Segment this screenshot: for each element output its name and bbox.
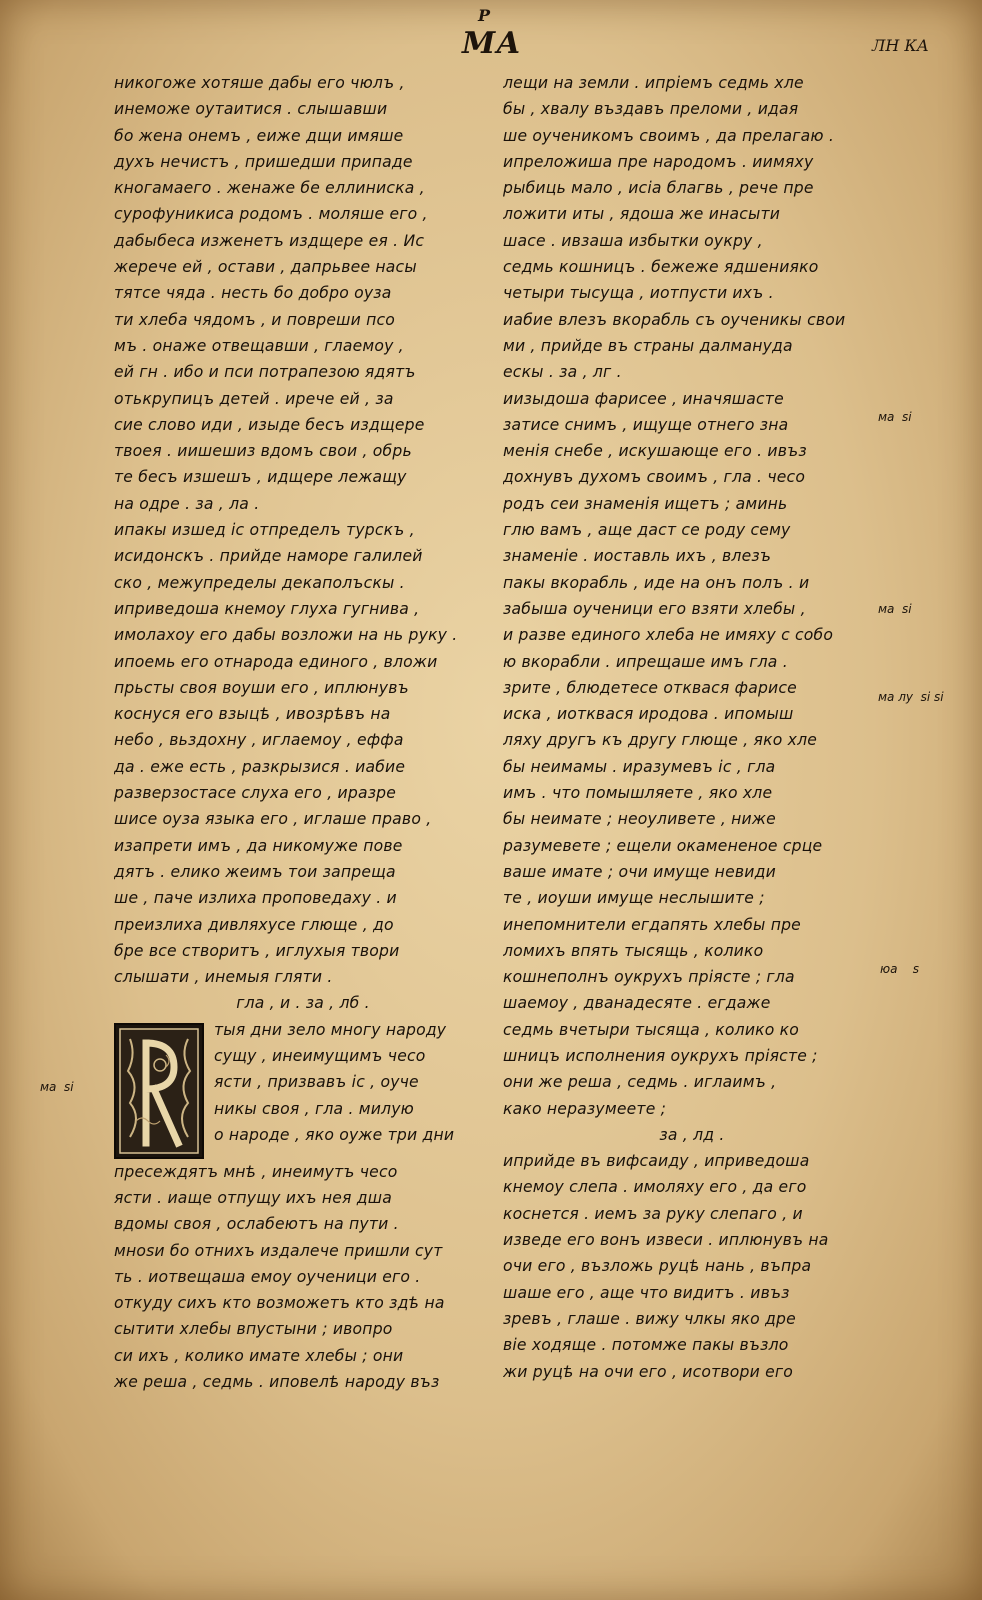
text-line: кошнеполнъ оукрухъ пріясте ; гла <box>503 968 795 987</box>
text-line: сие слово иди , изыде бесъ издщере <box>114 415 425 434</box>
text-line: ясти , призвавъ іс , оуче <box>214 1073 419 1092</box>
text-line: прьсты своя воуши его , иплюнувъ <box>114 678 409 697</box>
text-line: шасе . ивзаша избытки оукру , <box>503 231 763 250</box>
text-line: лещи на земли . ипріемъ седмь хле <box>503 74 804 92</box>
text-line: изведе его вонъ извеси . иплюнувъ на <box>503 1231 829 1250</box>
text-line: кногамаего . женаже бе еллиниска , <box>114 179 425 198</box>
text-line: зревъ , глаше . вижу члкы яко дре <box>503 1309 796 1328</box>
chapter-heading: гла , и . за , лб . <box>236 994 370 1013</box>
text-line: коснуся его взыцѣ , ивозрѣвъ на <box>114 705 391 724</box>
text-line: си ихъ , колико имате хлебы ; они <box>114 1346 404 1365</box>
title-superscript: Р <box>478 6 492 25</box>
text-line: ипреложиша пре народомъ . иимяху <box>503 152 814 171</box>
section-marker: за , лд . <box>659 1125 725 1144</box>
right-column <box>503 70 881 1385</box>
text-line: имолахоу его дабы возложи на нь руку . <box>114 626 458 645</box>
text-line: дохнувъ духомъ своимъ , гла . чесо <box>503 468 806 487</box>
text-line: ипакы изшед іс отпределъ турскъ , <box>114 521 415 540</box>
text-line: иизыдоша фарисее , иначяшасте <box>503 389 784 408</box>
text-line: шаемоу , дванадесяте . егдаже <box>503 994 771 1013</box>
text-line: сущу , инеимущимъ чесо <box>214 1046 426 1065</box>
text-line: менія снебе , искушающе его . ивъз <box>503 442 807 461</box>
text-line: твоея . иишешиз вдомъ свои , обрь <box>114 442 412 461</box>
text-line: коснется . иемъ за руку слепаго , и <box>503 1204 803 1223</box>
text-line: ше , паче излиха проповедаху . и <box>114 889 397 908</box>
text-line: изапрети имъ , да никомуже пове <box>114 836 403 855</box>
text-line: ломихъ впять тысящь , колико <box>503 941 764 960</box>
text-line: мноѕи бо отнихъ издалече пришли сут <box>114 1241 443 1260</box>
text-line: те бесъ изшешъ , идщере лежащу <box>114 468 407 487</box>
text-line: шаше его , аще что видитъ . ивъз <box>503 1283 790 1302</box>
margin-note: юа ѕ <box>880 962 919 976</box>
margin-note: ма ѕі <box>40 1080 74 1094</box>
text-line: шисе оуза языка его , иглаше право , <box>114 810 432 829</box>
text-line: иабие влезъ вкорабль съ оученикы свои <box>503 310 846 329</box>
text-line: слышати , инемыя гляти . <box>114 968 333 987</box>
text-line: родъ сеи знаменія ищетъ ; аминь <box>503 494 788 513</box>
text-line: віе ходяще . потомже пакы възло <box>503 1336 789 1355</box>
text-line: дабыбеса изженетъ издщере ея . Ис <box>114 231 425 250</box>
title-text: МА <box>462 26 522 61</box>
text-line: инепомнители егдапять хлебы пре <box>503 915 801 934</box>
text-line: тыя дни зело многу народу <box>214 1020 447 1039</box>
text-line: бо жена онемъ , еиже дщи имяше <box>114 126 404 145</box>
text-line: знаменіе . иоставль ихъ , влезъ <box>503 547 772 566</box>
text-line: никогоже хотяше дабы его чюлъ , <box>114 74 405 92</box>
text-line: четыри тысуща , иотпусти ихъ . <box>503 284 774 303</box>
initial-block <box>114 1017 492 1159</box>
text-line: бы , хвалу въздавъ преломи , идая <box>503 100 799 119</box>
text-line: глю вамъ , аще даст се роду сему <box>503 521 791 540</box>
margin-note: ма лу ѕі ѕі <box>878 690 944 704</box>
text-line: небо , вьздохну , иглаемоу , еффа <box>114 731 404 750</box>
decorated-initial-letter <box>114 1023 204 1159</box>
text-line: рыбиць мало , исіа благвь , рече пре <box>503 179 814 198</box>
text-line: ми , прийде въ страны далмануда <box>503 336 793 355</box>
right-bottom-text <box>503 1148 881 1385</box>
text-line: инеможе оутаитися . слышавши <box>114 100 388 119</box>
text-line: иска , иотквася иродова . ипомыш <box>503 705 794 724</box>
text-line: пакы вкорабль , иде на онъ полъ . и <box>503 573 810 592</box>
left-column <box>114 70 492 1395</box>
text-line: мъ . онаже отвещавши , глаемоу , <box>114 336 404 355</box>
text-line: они же реша , седмь . иглаимъ , <box>503 1073 777 1092</box>
text-line: духъ нечистъ , пришедши припаде <box>114 152 413 171</box>
text-line: отькрупицъ детей . ирече ей , за <box>114 389 394 408</box>
text-line: на одре . за , ла . <box>114 494 260 513</box>
text-line: ложити иты , ядоша же инасыти <box>503 205 781 224</box>
text-line: сурофуникиса родомъ . моляше его , <box>114 205 428 224</box>
text-line: вдомы своя , ослабеютъ на пути . <box>114 1215 399 1234</box>
text-line: ть . иотвещашa емоу оученици его . <box>114 1267 421 1286</box>
text-line: седмь вчетыри тысяща , колико ко <box>503 1020 800 1039</box>
text-line: пресеждятъ мнѣ , инеимутъ чесо <box>114 1162 398 1181</box>
text-line: забыша оученици его взяти хлебы , <box>503 599 806 618</box>
text-line: те , иоуши имуще неслышите ; <box>503 889 765 908</box>
text-line: очи его , възложь руцѣ нань , въпра <box>503 1257 812 1276</box>
left-middle-text <box>114 517 492 990</box>
left-top-text <box>114 70 492 517</box>
text-line: да . еже есть , разкрызися . иабие <box>114 757 406 776</box>
text-line: ше оученикомъ своимъ , да прелагаю . <box>503 126 835 145</box>
margin-note: ма ѕі <box>878 410 912 424</box>
text-line: бы неимамы . иразумевъ іс , гла <box>503 757 776 776</box>
text-line: зрите , блюдетесе отквася фарисе <box>503 678 797 697</box>
text-line: откуду сихъ кто возможетъ кто здѣ на <box>114 1294 445 1313</box>
text-line: никы своя , гла . милую <box>214 1099 414 1118</box>
text-line: затисе снимъ , ищуще отнего зна <box>503 415 789 434</box>
text-line: разверзостасе слуха его , иразре <box>114 784 397 803</box>
text-line: кнемоу слепа . имоляху его , да его <box>503 1178 807 1197</box>
margin-note: ма ѕі <box>878 602 912 616</box>
text-line: жерече ей , остави , дапрьвее насы <box>114 258 417 277</box>
initial-text <box>214 1017 492 1159</box>
text-line: ескы . за , лг . <box>503 363 622 382</box>
text-line: иприведоша кнемоу глуха гугнива , <box>114 599 420 618</box>
text-line: преизлиха дивляхусе глющe , до <box>114 915 394 934</box>
left-bottom-text <box>114 1159 492 1396</box>
text-line: бы неимате ; неоуливете , ниже <box>503 810 776 829</box>
text-line: исидонскъ . прийде наморе галилей <box>114 547 423 566</box>
right-middle-text <box>503 386 881 1122</box>
text-line: о народе , яко оуже три дни <box>214 1125 455 1144</box>
text-line: разумевете ; ещели окамененое срце <box>503 836 823 855</box>
text-line: жи руцѣ на очи его , исотвори его <box>503 1362 794 1381</box>
text-line: ипоемь его отнарода единого , вложи <box>114 652 438 671</box>
folio-number: ЛН КА <box>872 36 929 55</box>
text-line: бре все створитъ , иглухыя твори <box>114 941 400 960</box>
text-line: дятъ . елико жеимъ тои запреща <box>114 862 396 881</box>
text-line: ляху другъ къ другу глюще , яко хле <box>503 731 818 750</box>
text-line: шницъ исполнения оукрухъ пріясте ; <box>503 1046 818 1065</box>
right-top-text <box>503 70 881 386</box>
text-line: и разве единого хлеба не имяху с собо <box>503 626 834 645</box>
text-line: ей гн . ибо и пси потрапезою ядятъ <box>114 363 416 382</box>
text-line: како неразумеете ; <box>503 1099 667 1118</box>
text-line: ясти . иаще отпущу ихъ нея дша <box>114 1188 392 1207</box>
text-line: ваше имате ; очи имуще невиди <box>503 862 776 881</box>
text-line: иприйде въ вифсаиду , иприведоша <box>503 1152 810 1171</box>
text-line: тятсе чяда . несть бо добро оуза <box>114 284 392 303</box>
page-title <box>462 6 542 61</box>
text-line: ю вкорабли . ипрещаше имъ гла . <box>503 652 788 671</box>
text-line: сытити хлебы впустыни ; ивопро <box>114 1320 393 1339</box>
text-line: ти хлеба чядомъ , и повреши псо <box>114 310 396 329</box>
text-line: же реша , седмь . иповелѣ народу въз <box>114 1373 440 1392</box>
text-line: имъ . что помышляете , яко хле <box>503 784 773 803</box>
text-line: седмь кошницъ . бежеже ядшенияко <box>503 258 819 277</box>
text-line: ско , межупределы декаполъскы . <box>114 573 405 592</box>
